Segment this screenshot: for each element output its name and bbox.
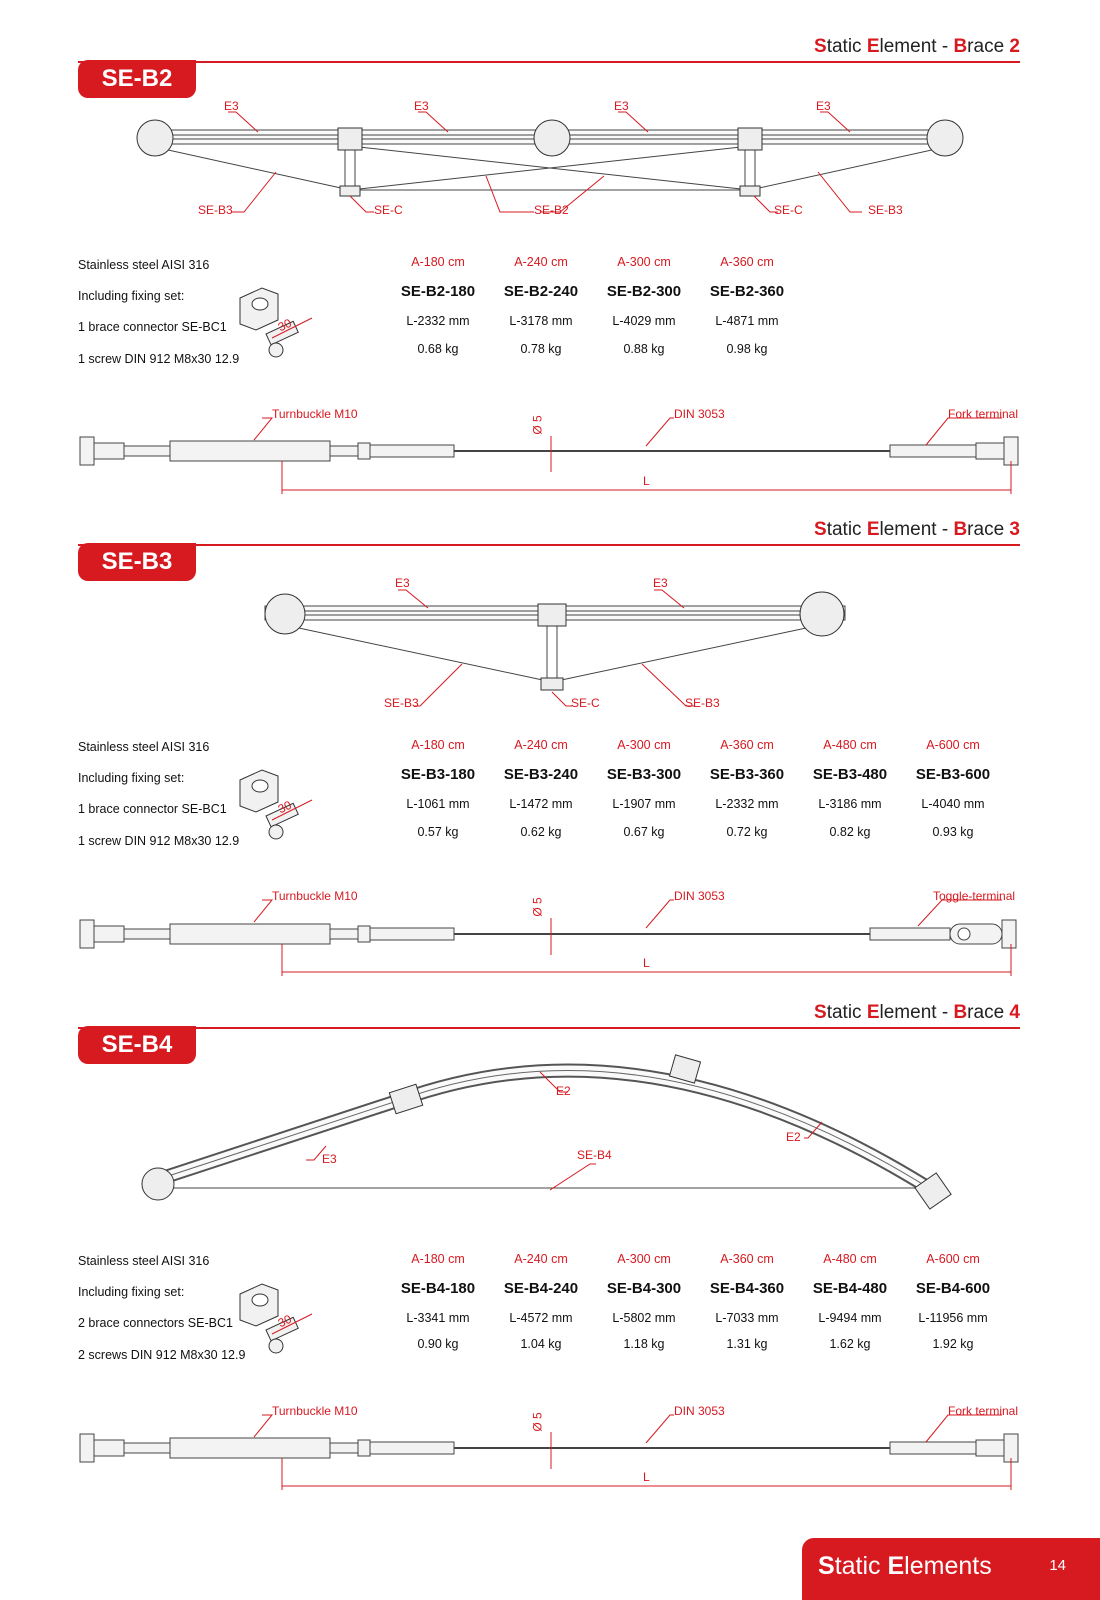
callout-label: E3 — [614, 99, 629, 113]
spec-screw: 1 screw DIN 912 M8x30 12.9 — [78, 834, 240, 848]
spec-connector: 2 brace connectors SE-BC1 — [78, 1316, 233, 1330]
callout-label: E2 — [786, 1130, 801, 1144]
variant-column: A-240 cm SE-B4-240 L-4572 mm 1.04 kg — [503, 1252, 579, 1351]
turnbuckle-label: Turnbuckle M10 — [272, 1404, 358, 1418]
callout-label: E3 — [414, 99, 429, 113]
section-title: Static Element - Brace 3 — [814, 519, 1020, 540]
spec-material: Stainless steel AISI 316 — [78, 740, 210, 754]
diameter-label: Ø 5 — [530, 415, 545, 435]
variant-column: A-480 cm SE-B4-480 L-9494 mm 1.62 kg — [812, 1252, 888, 1351]
spec-fixing: Including fixing set: — [78, 771, 185, 785]
callout-label: SE-C — [571, 696, 600, 710]
callout-label: E3 — [653, 576, 668, 590]
variant-column: A-240 cm SE-B2-240 L-3178 mm 0.78 kg — [503, 255, 579, 356]
variant-column: A-300 cm SE-B3-300 L-1907 mm 0.67 kg — [606, 738, 682, 839]
turnbuckle-label: Turnbuckle M10 — [272, 407, 358, 421]
callout-label: SE-B2 — [534, 203, 569, 217]
spec-connector: 1 brace connector SE-BC1 — [78, 320, 227, 334]
terminal-label: Toggle-terminal — [933, 889, 1016, 903]
variant-column: A-300 cm SE-B4-300 L-5802 mm 1.18 kg — [606, 1252, 682, 1351]
variant-column: A-300 cm SE-B2-300 L-4029 mm 0.88 kg — [606, 255, 682, 356]
din-label: DIN 3053 — [674, 889, 725, 903]
page-number: 14 — [1049, 1557, 1066, 1574]
length-label: L — [643, 956, 650, 970]
callout-label: SE-C — [774, 203, 803, 217]
variant-column: A-360 cm SE-B4-360 L-7033 mm 1.31 kg — [709, 1252, 785, 1351]
product-tag: SE-B2 — [78, 60, 196, 98]
screw-dim: 30 — [275, 1311, 294, 1331]
callout-label: SE-B3 — [685, 696, 720, 710]
callout-label: E2 — [556, 1084, 571, 1098]
variant-column: A-600 cm SE-B4-600 L-11956 mm 1.92 kg — [915, 1252, 991, 1351]
footer-title: Static Elements — [818, 1552, 992, 1580]
callout-label: SE-B4 — [577, 1148, 612, 1162]
screw-dim: 30 — [275, 797, 294, 817]
callout-label: E3 — [322, 1152, 337, 1166]
din-label: DIN 3053 — [674, 1404, 725, 1418]
variant-column: A-360 cm SE-B3-360 L-2332 mm 0.72 kg — [709, 738, 785, 839]
callout-label: SE-B3 — [198, 203, 233, 217]
callout-label: SE-B3 — [868, 203, 903, 217]
din-label: DIN 3053 — [674, 407, 725, 421]
terminal-label: Fork terminal — [948, 1404, 1019, 1418]
variant-column: A-180 cm SE-B2-180 L-2332 mm 0.68 kg — [400, 255, 476, 356]
length-label: L — [643, 1470, 650, 1484]
spec-material: Stainless steel AISI 316 — [78, 1254, 210, 1268]
spec-fixing: Including fixing set: — [78, 289, 185, 303]
product-tag: SE-B4 — [78, 1026, 196, 1064]
turnbuckle-label: Turnbuckle M10 — [272, 889, 358, 903]
variant-column: A-480 cm SE-B3-480 L-3186 mm 0.82 kg — [812, 738, 888, 839]
section-title: Static Element - Brace 2 — [814, 36, 1020, 57]
callout-label: E3 — [816, 99, 831, 113]
variant-column: A-180 cm SE-B3-180 L-1061 mm 0.57 kg — [400, 738, 476, 839]
spec-screw: 2 screws DIN 912 M8x30 12.9 — [78, 1348, 246, 1362]
spec-fixing: Including fixing set: — [78, 1285, 185, 1299]
variant-column: A-240 cm SE-B3-240 L-1472 mm 0.62 kg — [503, 738, 579, 839]
spec-material: Stainless steel AISI 316 — [78, 258, 210, 272]
variant-column: A-180 cm SE-B4-180 L-3341 mm 0.90 kg — [400, 1252, 476, 1351]
variant-column: A-600 cm SE-B3-600 L-4040 mm 0.93 kg — [915, 738, 991, 839]
screw-dim: 30 — [275, 315, 294, 335]
footer-band — [802, 1538, 1100, 1600]
terminal-label: Fork terminal — [948, 407, 1019, 421]
spec-screw: 1 screw DIN 912 M8x30 12.9 — [78, 352, 240, 366]
section-title: Static Element - Brace 4 — [814, 1002, 1020, 1023]
callout-label: E3 — [224, 99, 239, 113]
variant-column: A-360 cm SE-B2-360 L-4871 mm 0.98 kg — [709, 255, 785, 356]
callout-label: SE-C — [374, 203, 403, 217]
length-label: L — [643, 474, 650, 488]
diameter-label: Ø 5 — [530, 1412, 545, 1432]
callout-label: E3 — [395, 576, 410, 590]
spec-connector: 1 brace connector SE-BC1 — [78, 802, 227, 816]
diameter-label: Ø 5 — [530, 897, 545, 917]
callout-label: SE-B3 — [384, 696, 419, 710]
product-tag: SE-B3 — [78, 543, 196, 581]
